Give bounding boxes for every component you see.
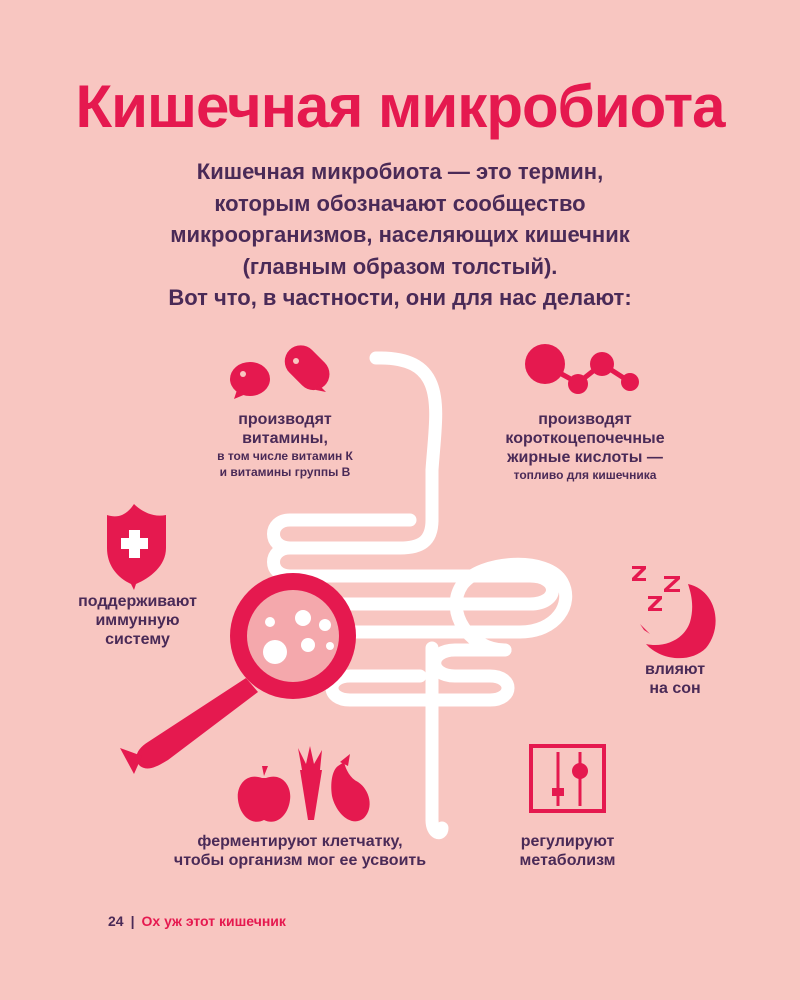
caption-small: и витамины группы В bbox=[219, 465, 351, 479]
caption-line: иммунную bbox=[95, 612, 180, 629]
caption-fatty-acids bbox=[480, 410, 690, 483]
shield-icon bbox=[107, 504, 166, 590]
caption-line: ферментируют клетчатку, bbox=[197, 833, 403, 850]
book-title: Ох уж этот кишечник bbox=[141, 913, 286, 929]
intro-line: (главным образом толстый). bbox=[242, 253, 558, 279]
equalizer-icon bbox=[531, 746, 604, 811]
caption-fiber bbox=[150, 832, 450, 870]
intro-line: микроорганизмов, населяющих кишечник bbox=[170, 222, 630, 247]
page-number: 24 bbox=[108, 913, 124, 929]
intro-line: Кишечная микробиота — это термин, bbox=[196, 159, 604, 184]
zzz-icon bbox=[632, 566, 680, 611]
caption-line: на сон bbox=[649, 680, 701, 697]
moon-icon bbox=[640, 584, 716, 658]
intro-line: которым обозначают сообщество bbox=[214, 190, 586, 216]
caption-metabolism bbox=[495, 832, 640, 870]
caption-line: систему bbox=[105, 631, 170, 648]
page-title: Кишечная микробиота bbox=[75, 73, 725, 140]
caption-line: жирные кислоты — bbox=[507, 449, 663, 466]
intro-line: Вот что, в частности, они для нас делают: bbox=[168, 285, 632, 310]
caption-line: производят bbox=[238, 411, 332, 428]
caption-line: витамины, bbox=[242, 430, 328, 447]
caption-line: регулируют bbox=[520, 833, 615, 850]
page-footer bbox=[108, 913, 286, 929]
caption-vitamins bbox=[180, 410, 390, 480]
caption-line: метаболизм bbox=[519, 852, 616, 869]
caption-line: поддерживают bbox=[78, 593, 197, 610]
caption-line: влияют bbox=[644, 661, 706, 678]
caption-line: короткоцепочечные bbox=[505, 430, 665, 447]
caption-small: в том числе витамин К bbox=[217, 449, 353, 463]
caption-line: чтобы организм мог ее усвоить bbox=[173, 852, 427, 869]
footer-separator: | bbox=[130, 913, 135, 929]
bacteria-icon bbox=[230, 339, 336, 399]
caption-immune bbox=[60, 592, 215, 649]
caption-sleep bbox=[620, 660, 730, 698]
caption-small: топливо для кишечника bbox=[513, 468, 657, 482]
molecule-icon bbox=[525, 344, 639, 394]
vegetables-icon bbox=[238, 746, 370, 822]
caption-line: производят bbox=[538, 411, 632, 428]
